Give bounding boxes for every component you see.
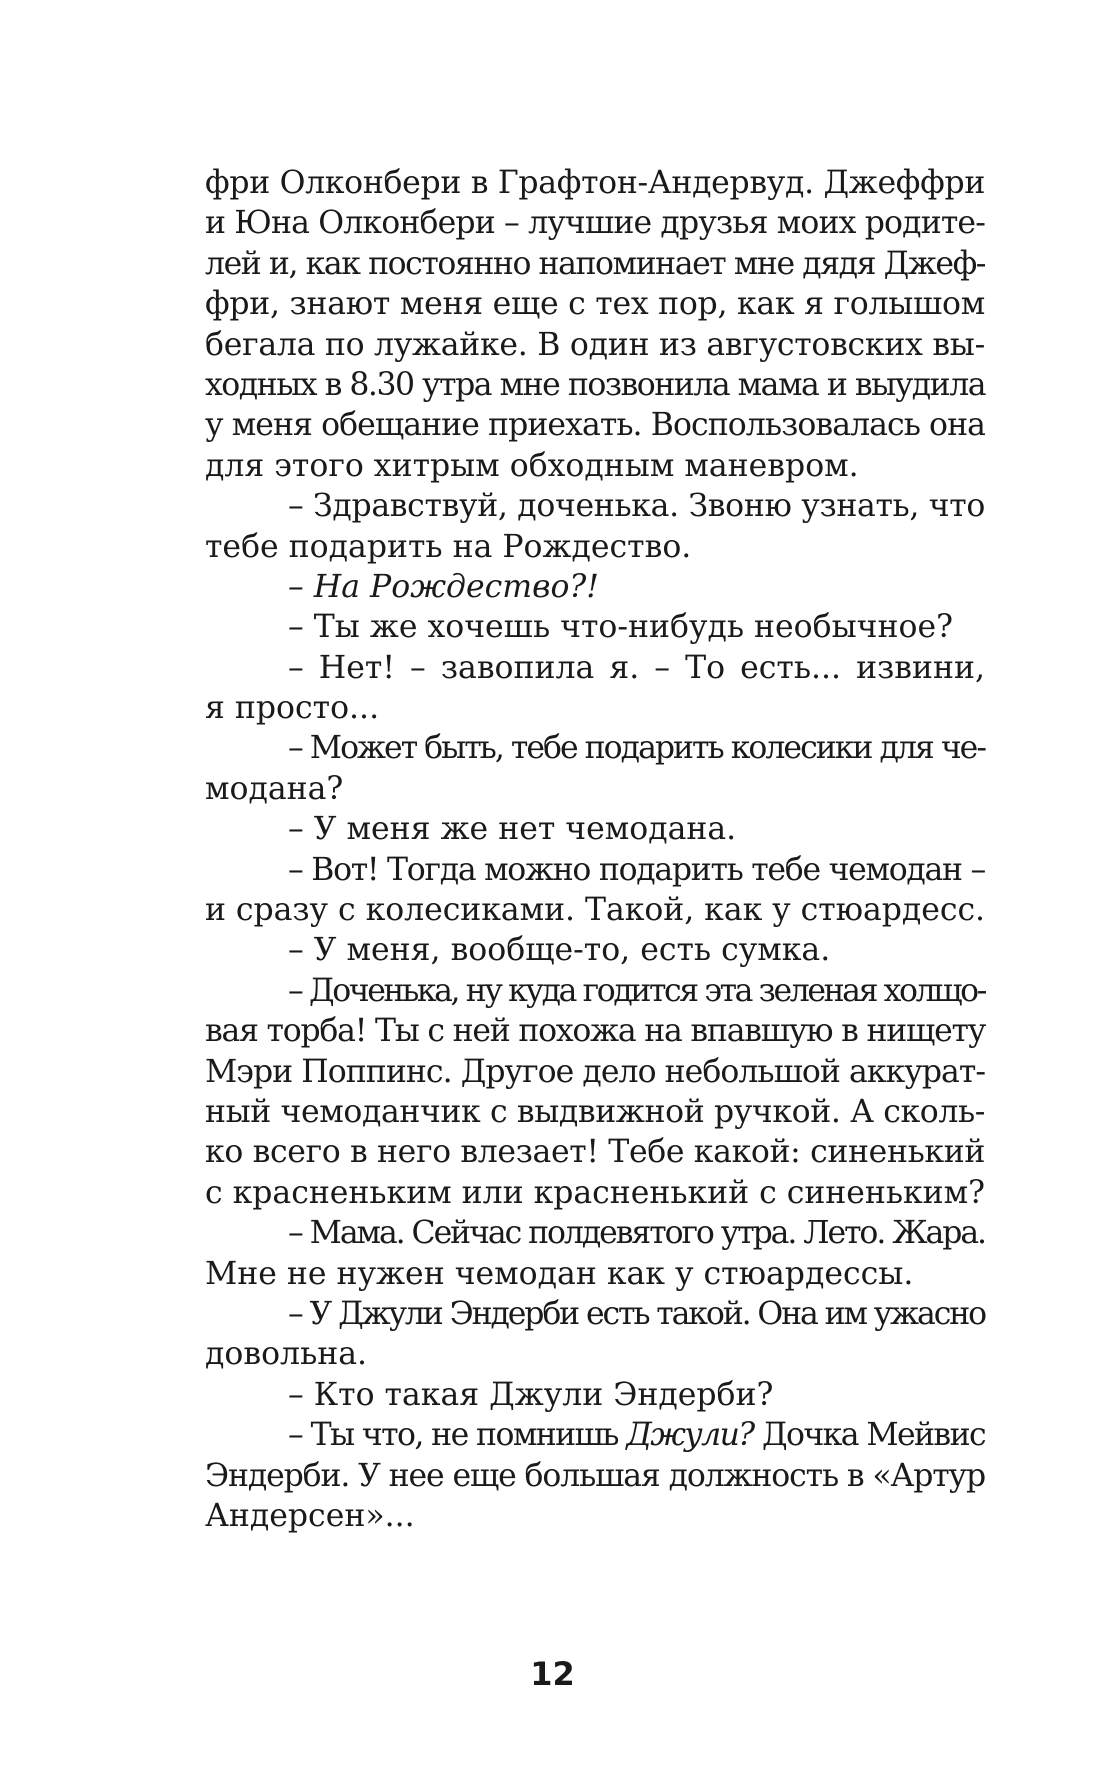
italic-text: На Рождество?!	[313, 568, 599, 605]
text-line: у меня обещание приехать. Воспользовалась она	[205, 407, 985, 444]
text-line: довольна.	[205, 1336, 368, 1373]
text-line: и Юна Олконбери – лучшие друзья моих родите-	[205, 205, 986, 242]
page-text	[205, 163, 985, 1536]
text-line: – Ты же хочешь что-нибудь необычное?	[288, 609, 953, 646]
text-line	[205, 567, 985, 607]
text-line: бегала по лужайке. В один из августовских вы-	[205, 326, 985, 363]
text-line: модана?	[205, 770, 344, 807]
text-segment: – Ты что, не помнишь	[288, 1417, 627, 1454]
text-line: ный чемоданчик с выдвижной ручкой. А сколь-	[205, 1093, 986, 1130]
text-line: – У меня, вообще-то, есть сумка.	[288, 932, 831, 969]
text-line: Мне не нужен чемодан как у стюардессы.	[205, 1255, 914, 1292]
text-line: – У Джули Эндерби есть такой. Она им ужасно	[288, 1295, 985, 1332]
text-line: Мэри Поппинс. Другое дело небольшой аккурат-	[205, 1053, 986, 1090]
text-line: и сразу с колесиками. Такой, как у стюардесс.	[205, 892, 986, 929]
text-line: – Может быть, тебе подарить колесики для че-	[288, 730, 985, 767]
text-line: фри Олконбери в Графтон-Андервуд. Джеффри	[205, 165, 986, 201]
page-number: 12	[530, 1655, 575, 1693]
text-line: вая торба! Ты с ней похожа на впавшую в нищету	[205, 1013, 986, 1050]
text-segment: –	[288, 568, 314, 605]
text-line: лей и, как постоянно напоминает мне дядя Джеф-	[205, 245, 985, 282]
text-segment: Дочка Мейвис	[753, 1417, 986, 1454]
text-line	[205, 1415, 985, 1455]
text-line: Андерсен»...	[205, 1497, 415, 1534]
italic-text: Джули?	[626, 1417, 754, 1454]
text-line: – Мама. Сейчас полдевятого утра. Лето. Жара.	[288, 1215, 986, 1252]
text-line: ко всего в него влезает! Тебе какой: синенький	[205, 1134, 985, 1171]
text-line: – У меня же нет чемодана.	[288, 811, 737, 848]
text-line: – Кто такая Джули Эндерби?	[288, 1376, 774, 1413]
text-line: тебе подарить на Рождество.	[205, 528, 692, 565]
text-line: – Нет! – завопила я. – То есть... извини,	[288, 649, 985, 686]
text-line: я просто...	[205, 690, 380, 727]
text-line: – Доченька, ну куда годится эта зеленая холщо-	[288, 972, 985, 1009]
text-line: – Вот! Тогда можно подарить тебе чемодан –	[288, 851, 985, 888]
text-line: ходных в 8.30 утра мне позвонила мама и выудила	[205, 366, 986, 403]
text-line: для этого хитрым обходным маневром.	[205, 447, 859, 484]
text-line: – Здравствуй, доченька. Звоню узнать, что	[288, 488, 985, 525]
text-line: Эндерби. У нее еще большая должность в «Артур	[205, 1457, 986, 1494]
text-line: фри, знают меня еще с тех пор, как я голышом	[205, 286, 986, 323]
text-line: с красненьким или красненький с синеньким?	[205, 1174, 986, 1211]
